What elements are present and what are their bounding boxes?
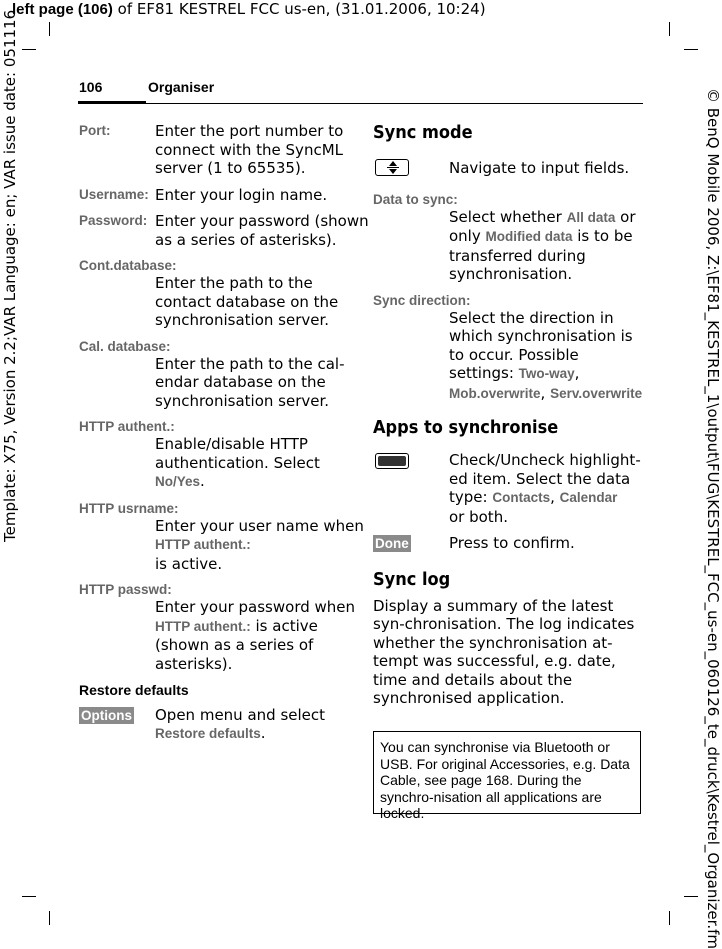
crop-mark (49, 911, 50, 925)
options-softkey: Options (81, 707, 132, 723)
entry-password (79, 212, 369, 249)
option-two-way: Two-way (518, 366, 575, 381)
print-header-page: left page (106) (12, 1, 113, 18)
entry-desc: Enter the path to the contact database on the synchronisation server. (155, 274, 339, 329)
separator: , (574, 364, 580, 382)
header-rule (78, 103, 643, 104)
center-key-icon (375, 453, 409, 469)
desc-end: . (260, 724, 266, 742)
entry-desc (449, 309, 643, 404)
entry-data-to-sync (373, 191, 643, 284)
desc-end: . (200, 472, 205, 490)
crop-mark (684, 49, 698, 50)
note-box: You can synchronise via Bluetooth or USB. For original Accessories, e.g. Data Cable, see page 168. During the synchro-nisation all applications are locked. (373, 731, 641, 814)
print-header (12, 0, 486, 18)
option-keyword: HTTP authent.: (155, 537, 251, 552)
crop-mark (49, 22, 50, 36)
desc-text: Enter your user name when (155, 516, 364, 535)
option-mob-overwrite: Mob.overwrite (449, 385, 541, 401)
entry-desc: Enter the port number to connect with the SyncML server (1 to 65535). (155, 122, 344, 177)
desc-text: Select the direction in which synchronisation is to occur. Possible settings: (449, 308, 633, 382)
entry-term: Cont.database: (79, 258, 177, 273)
section-title: Organiser (148, 79, 215, 95)
entry-term: Data to sync: (373, 191, 458, 207)
entry-term: Username: (79, 186, 149, 202)
entry-term: HTTP usrname: (79, 500, 179, 516)
entry-http-usrname (79, 500, 369, 574)
entry-term: Sync direction: (373, 292, 471, 308)
desc-text: is to be transferred during synchronisation. (449, 227, 633, 283)
option-keyword: HTTP authent.: (155, 618, 251, 634)
entry-desc (155, 435, 369, 492)
page-number: 106 (79, 79, 103, 95)
desc-text: Enter your password when (155, 598, 356, 616)
desc-text: Enable/disable HTTP authentication. Select (155, 435, 320, 472)
entry-term: Port: (79, 123, 111, 138)
crop-mark (669, 911, 670, 925)
entry-port (79, 122, 369, 178)
entry-username (79, 186, 369, 205)
desc-text: or both. (449, 507, 508, 526)
print-header-info: of EF81 KESTREL FCC us-en, (31.01.2006, 10:24) (112, 0, 486, 18)
crop-mark (684, 896, 698, 897)
option-serv-overwrite: Serv.overwrite (550, 385, 643, 401)
desc-text: is active (shown as a series of asterisks). (155, 616, 318, 673)
entry-done (373, 534, 643, 553)
entry-desc (155, 517, 369, 574)
desc-text: or only (449, 207, 636, 245)
entry-sync-direction (373, 292, 643, 404)
entry-navigate (373, 156, 643, 178)
separator: , (550, 488, 560, 506)
crop-mark (22, 896, 36, 897)
entry-http-passwd (79, 581, 369, 673)
navigation-key-icon (375, 159, 409, 176)
restore-defaults-heading: Restore defaults (79, 682, 189, 698)
entry-desc (449, 208, 643, 284)
option-contacts: Contacts (492, 490, 551, 505)
entry-desc (155, 598, 369, 673)
option-modified-data: Modified data (485, 229, 573, 244)
left-column (79, 122, 369, 752)
entry-term: Password: (79, 213, 148, 228)
entry-term: HTTP authent.: (79, 419, 175, 434)
entry-http-authent (79, 418, 369, 492)
crop-mark (669, 22, 670, 36)
entry-term: HTTP passwd: (79, 582, 172, 597)
desc-text: Check/Uncheck highlight-ed item. Select the data type: (449, 451, 641, 506)
option-all-data: All data (566, 209, 616, 225)
entry-restore (79, 706, 369, 744)
entry-desc: Navigate to input fields. (449, 159, 630, 177)
entry-cal-database (79, 338, 369, 411)
apps-heading: Apps to synchronise (373, 417, 559, 438)
option-yes: Yes (176, 474, 201, 489)
done-softkey: Done (375, 536, 409, 551)
entry-cont-database (79, 257, 369, 330)
option-separator: / (173, 474, 177, 489)
separator: , (540, 383, 551, 402)
entry-term: Cal. database: (79, 338, 171, 354)
desc-text: Select whether (449, 207, 567, 226)
entry-check-uncheck (373, 449, 643, 526)
desc-text: Open menu and select (155, 705, 326, 724)
option-calendar: Calendar (559, 490, 618, 505)
option-no: No (155, 474, 173, 489)
side-template-text: Template: X75, Version 2.2;VAR Language: en; VAR issue date: 051116 (1, 9, 19, 542)
sync-log-text: Display a summary of the latest syn-chronisation. The log indicates whether the synchronisation at-tempt was successful, e.g. date, time and details about the synchronised application. (373, 596, 635, 707)
sync-log-heading: Sync log (373, 568, 451, 590)
side-copyright-text: © BenQ Mobile 2006, Z:\EF81_KESTREL_1\output\FUG\KESTREL_FCC_us-en_060126_te_druck\Kestrel_Organizer.fm (704, 88, 722, 949)
entry-desc: Press to confirm. (449, 534, 575, 552)
entry-desc: Enter the path to the cal-endar database on the synchronisation server. (155, 354, 345, 410)
desc-text: is active. (155, 554, 223, 573)
entry-desc: Enter your password (shown as a series of asterisks). (155, 212, 369, 249)
right-column (373, 122, 643, 708)
entry-desc: Enter your login name. (155, 185, 328, 204)
entry-desc (155, 706, 369, 744)
entry-desc (449, 449, 643, 526)
sync-mode-heading: Sync mode (373, 122, 473, 143)
option-keyword: Restore defaults (155, 726, 261, 741)
crop-mark (22, 49, 36, 50)
